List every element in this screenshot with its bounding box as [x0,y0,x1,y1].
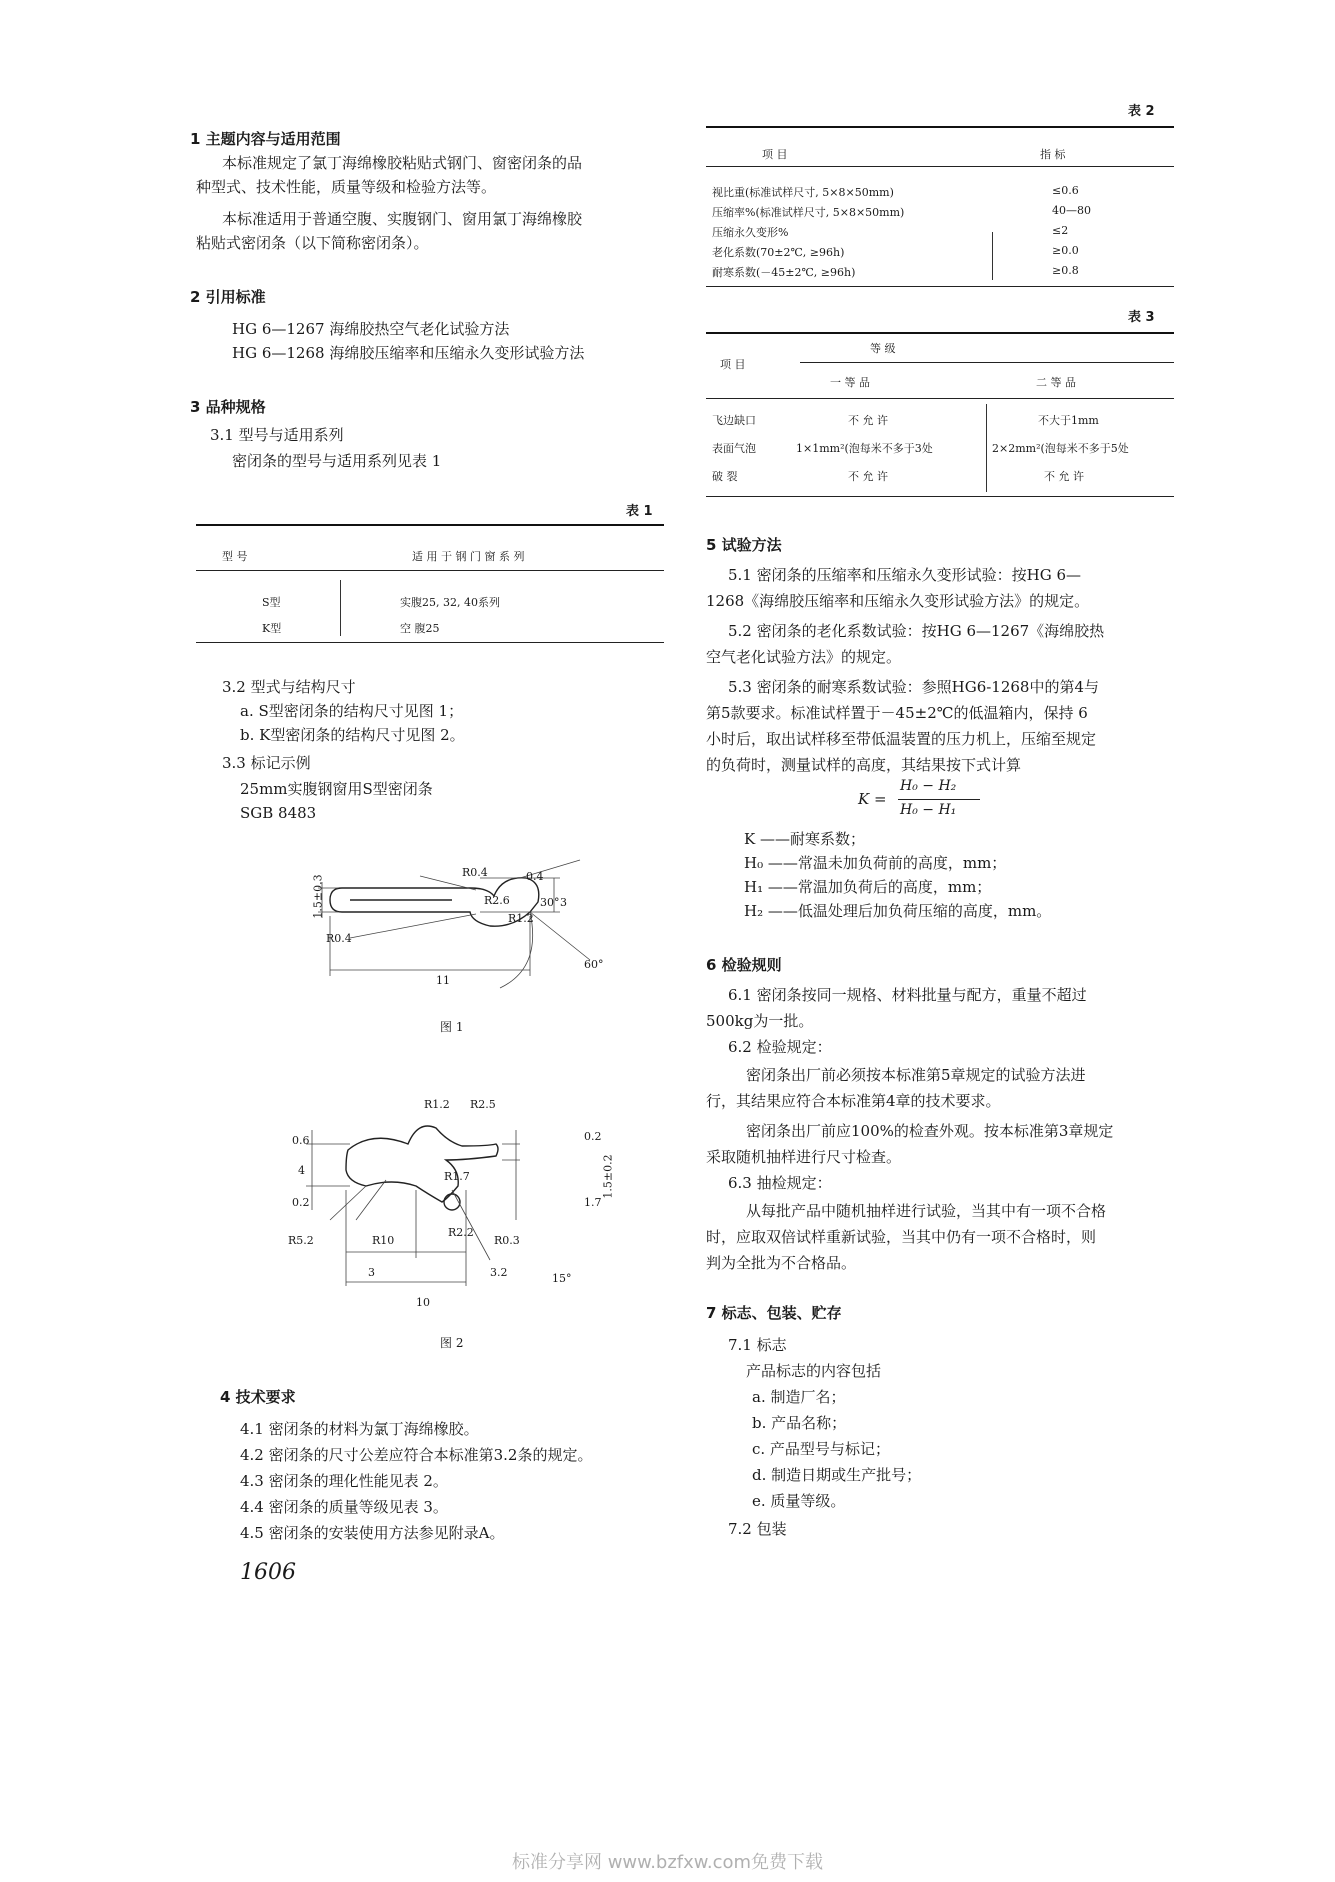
paragraph: 5.2 密闭条的老化系数试验：按HG 6—1267《海绵胶热 [728,622,1105,640]
paragraph: 6.1 密闭条按同一规格、材料批量与配方，重量不超过 [728,986,1087,1004]
figure-1-dim: 11 [436,974,450,987]
paragraph: 本标准规定了氯丁海绵橡胶粘贴式钢门、窗密闭条的品 [222,154,583,172]
subsection-title: 7.2 包装 [728,1520,787,1538]
table-3-cell: 2×2mm²(泡每米不多于5处 [992,442,1129,455]
table-3-cell: 飞边缺口 [712,414,756,427]
figure-2-dim: 0.2 [584,1130,602,1143]
figure-1-dim: 30° [540,896,560,909]
figure-1-dim: R1.2 [508,912,534,925]
list-item: 4.1 密闭条的材料为氯丁海绵橡胶。 [240,1420,479,1438]
table-3-cell: 不大于1mm [1038,414,1099,427]
list-item: c. 产品型号与标记； [752,1440,890,1458]
table-1-cell: 实腹25, 32, 40系列 [400,596,500,609]
paragraph: 空气老化试验方法》的规定。 [706,648,902,666]
paragraph: SGB 8483 [240,804,317,822]
figure-2-dim: 1.7 [584,1196,602,1209]
definition-item: H₁ ——常温加负荷后的高度，mm； [744,878,992,896]
table-1-top-rule [196,524,664,526]
section-4-title: 4 技术要求 [220,1388,296,1406]
figure-1-dim: R2.6 [484,894,510,907]
table-3-caption: 表 3 [1128,310,1155,325]
paragraph: 小时后，取出试样移至带低温装置的压力机上，压缩至规定 [706,730,1097,748]
table-2-cell: 压缩率%(标准试样尺寸, 5×8×50mm) [712,206,905,219]
table-3-header: 一 等 品 [830,376,870,389]
table-3-divider [986,404,987,492]
table-1-header: 适 用 于 钢 门 窗 系 列 [412,550,525,563]
table-3-cell: 不 允 许 [848,414,888,427]
formula-denominator: H₀ − H₁ [900,802,957,818]
table-3-header: 二 等 品 [1036,376,1076,389]
figure-2-dim: R1.2 [424,1098,450,1111]
list-item: a. S型密闭条的结构尺寸见图 1； [240,702,464,720]
figure-2-dim: 15° [552,1272,572,1285]
table-1-caption: 表 1 [626,504,653,519]
table-2-header: 项 目 [762,148,788,161]
profile-outline [346,1126,498,1202]
paragraph: 25mm实腹钢窗用S型密闭条 [240,780,433,798]
section-7-title: 7 标志、包装、贮存 [706,1304,842,1322]
table-2-header-rule [706,166,1174,167]
paragraph: 1268《海绵胶压缩率和压缩永久变形试验方法》的规定。 [706,592,1090,610]
table-3-cell: 1×1mm²(泡每米不多于3处 [796,442,933,455]
definition-item: H₀ ——常温未加负荷前的高度，mm； [744,854,1007,872]
table-1-cell: K型 [262,622,282,635]
formula-fraction-bar [898,799,980,800]
paragraph: 种型式、技术性能，质量等级和检验方法等。 [196,178,497,196]
paragraph: 密闭条出厂前必须按本标准第5章规定的试验方法进 [746,1066,1086,1084]
paragraph: 产品标志的内容包括 [746,1362,882,1380]
reference-item: HG 6—1268 海绵胶压缩率和压缩永久变形试验方法 [232,344,585,362]
paragraph: 本标准适用于普通空腹、实腹钢门、窗用氯丁海绵橡胶 [222,210,583,228]
section-5-title: 5 试验方法 [706,536,782,554]
subsection-title: 3.2 型式与结构尺寸 [222,678,356,696]
table-3-mid-rule [800,362,1174,363]
table-2-cell: ≥0.0 [1052,244,1079,257]
list-item: e. 质量等级。 [752,1492,846,1510]
table-3-cell: 表面气泡 [712,442,756,455]
profile-hole [444,1194,460,1210]
list-item: b. 产品名称； [752,1414,847,1432]
figure-1-dim: R0.4 [326,932,352,945]
table-3-bottom-rule [706,496,1174,497]
figure-2-dim: R1.7 [444,1170,470,1183]
table-3-header: 项 目 [720,358,746,371]
figure-1-dim: 3 [560,896,567,909]
figure-2-drawing [290,1090,610,1300]
figure-2-dim: 0.2 [292,1196,310,1209]
table-3-header-rule [706,398,1174,399]
figure-1-dim: 0.4 [526,870,544,883]
table-3-top-rule [706,332,1174,334]
list-item: a. 制造厂名； [752,1388,846,1406]
paragraph: 采取随机抽样进行尺寸检查。 [706,1148,902,1166]
figure-2-dim: R2.2 [448,1226,474,1239]
paragraph: 第5款要求。标准试样置于－45±2℃的低温箱内，保持 6 [706,704,1088,722]
paragraph: 5.1 密闭条的压缩率和压缩永久变形试验：按HG 6— [728,566,1081,584]
definition-item: K ——耐寒系数； [744,830,865,848]
list-item: 4.3 密闭条的理化性能见表 2。 [240,1472,448,1490]
paragraph: 时，应取双倍试样重新试验，当其中仍有一项不合格时，则 [706,1228,1097,1246]
section-6-title: 6 检验规则 [706,956,782,974]
figure-2-dim: 1.5±0.2 [601,1154,615,1199]
figure-1-caption: 图 1 [440,1020,464,1034]
table-2-header: 指 标 [1040,148,1066,161]
list-item: 4.2 密闭条的尺寸公差应符合本标准第3.2条的规定。 [240,1446,593,1464]
formula-numerator: H₀ − H₂ [900,778,957,794]
list-item: 4.5 密闭条的安装使用方法参见附录A。 [240,1524,505,1542]
table-2-divider [992,232,993,280]
paragraph: 密闭条出厂前应100%的检查外观。按本标准第3章规定 [746,1122,1114,1140]
section-1-title: 1 主题内容与适用范围 [190,130,341,148]
table-2-caption: 表 2 [1128,104,1155,119]
figure-2-dim: 3.2 [490,1266,508,1279]
figure-1-dim: R0.4 [462,866,488,879]
table-3-cell: 不 允 许 [1044,470,1084,483]
table-1-header: 型 号 [222,550,248,563]
figure-2-dim: R10 [372,1234,395,1247]
table-2-cell: ≥0.8 [1052,264,1079,277]
table-2-cell: 压缩永久变形% [712,226,789,239]
table-2-cell: 视比重(标准试样尺寸, 5×8×50mm) [712,186,894,199]
table-2-top-rule [706,126,1174,128]
figure-1-dim: 1.5±0.3 [311,874,325,919]
table-1-cell: 空 腹25 [400,622,440,635]
paragraph: 判为全批为不合格品。 [706,1254,857,1272]
subsection-title: 7.1 标志 [728,1336,787,1354]
figure-2-dim: R5.2 [288,1234,314,1247]
paragraph: 行，其结果应符合本标准第4章的技术要求。 [706,1092,1001,1110]
paragraph: 500kg为一批。 [706,1012,814,1030]
table-3-cell: 破 裂 [712,470,738,483]
table-1-divider [340,580,341,636]
section-3-title: 3 品种规格 [190,398,266,416]
figure-1-dim: 60° [584,958,604,971]
figure-2-dim: 10 [416,1296,430,1309]
list-item: 4.4 密闭条的质量等级见表 3。 [240,1498,448,1516]
definition-item: H₂ ——低温处理后加负荷压缩的高度，mm。 [744,902,1052,920]
figure-2-dim: 4 [298,1164,305,1177]
list-item: d. 制造日期或生产批号； [752,1466,922,1484]
table-2-cell: 40—80 [1052,204,1091,217]
table-2-cell: ≤2 [1052,224,1069,237]
table-1-cell: S型 [262,596,281,609]
paragraph: 从每批产品中随机抽样进行试验，当其中有一项不合格 [746,1202,1107,1220]
table-2-cell: 耐寒系数(－45±2℃, ≥96h) [712,266,856,279]
table-2-cell: ≤0.6 [1052,184,1079,197]
figure-2-dim: 0.6 [292,1134,310,1147]
subsection-title: 6.3 抽检规定： [728,1174,832,1192]
table-3-header: 等 级 [870,342,896,355]
paragraph: 粘贴式密闭条（以下简称密闭条）。 [196,234,429,252]
table-1-header-rule [196,570,664,571]
figure-2-caption: 图 2 [440,1336,464,1350]
footer-watermark: 标准分享网 www.bzfxw.com免费下载 [511,1852,824,1873]
table-1-bottom-rule [196,642,664,643]
table-3-cell: 不 允 许 [848,470,888,483]
subsection-title: 6.2 检验规定： [728,1038,832,1056]
formula-lhs: K = [858,790,887,808]
table-2-bottom-rule [706,286,1174,287]
list-item: b. K型密闭条的结构尺寸见图 2。 [240,726,465,744]
figure-2-dim: R0.3 [494,1234,520,1247]
paragraph: 的负荷时，测量试样的高度，其结果按下式计算 [706,756,1022,774]
subsection-title: 3.3 标记示例 [222,754,311,772]
figure-2-dim: R2.5 [470,1098,496,1111]
paragraph: 5.3 密闭条的耐寒系数试验：参照HG6-1268中的第4与 [728,678,1100,696]
paragraph: 密闭条的型号与适用系列见表 1 [232,452,442,470]
table-2-cell: 老化系数(70±2℃, ≥96h) [712,246,845,259]
section-2-title: 2 引用标准 [190,288,266,306]
page-number: 1606 [240,1560,296,1585]
subsection-title: 3.1 型号与适用系列 [210,426,344,444]
reference-item: HG 6—1267 海绵胶热空气老化试验方法 [232,320,510,338]
figure-2-dim: 3 [368,1266,375,1279]
